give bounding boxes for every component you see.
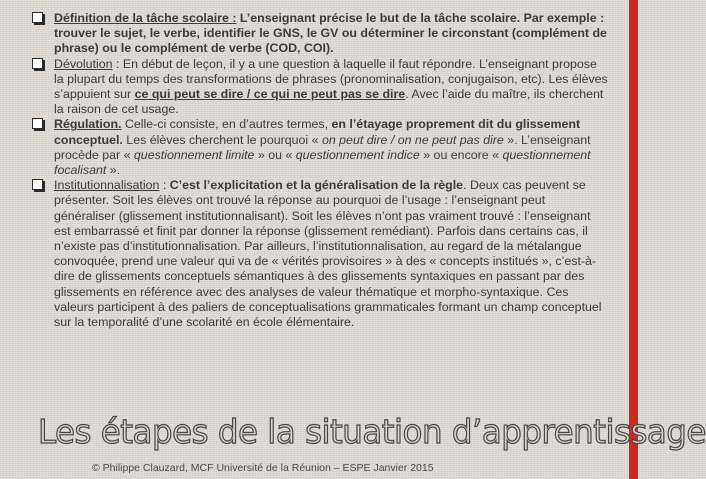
footer-credit: © Philippe Clauzard, MCF Université de la Réunion – ESPE Janvier 2015 (92, 462, 434, 474)
item-part: » ou « (254, 147, 296, 162)
checkbox-bullet-icon (32, 179, 43, 190)
checkbox-bullet-icon (32, 118, 43, 129)
item-part: questionnement indice (295, 147, 420, 162)
item-part: ce qui peut se dire / ce qui ne peut pas se dire (134, 87, 406, 102)
item-part: Institutionnalisation (54, 178, 160, 193)
item-part: . Avec l’aide du maître, ils cherchent la raison de cet usage. (54, 87, 604, 117)
bullet-item-definition (31, 11, 609, 57)
item-part: on peut dire / on ne peut pas dire (321, 132, 504, 147)
item-part: questionnement focalisant (54, 147, 591, 178)
item-part: : En début de leçon, il y a une question à laquelle il faut répondre. L’enseignant propose la plupart du temps des transformations de phrases (pronominalisation, conjugaison, etc). Les élèves s’appuient sur (54, 56, 608, 102)
item-part: : (159, 178, 170, 193)
item-part: C’est l’explicitation et la généralisation de la règle (169, 178, 464, 193)
item-part: Régulation. (54, 117, 122, 132)
bullet-item-regulation (31, 117, 609, 178)
item-part: ». (106, 163, 121, 178)
checkbox-bullet-icon (32, 58, 43, 69)
slide-title: Les étapes de la situation d’apprentissage (38, 413, 706, 451)
item-part: . Deux cas peuvent se présenter. Soit les élèves ont trouvé la réponse au pourquoi de l’usage : l’enseignant peut généraliser (glissement institutionnalisant). Soit les élèves n’ont pas vraiment trouvé : l’enseignant est embarrassé et finit par donner la réponse (glissement remédiant). Parfois dans certains cas, il n’existe pas d’institutionnalisation. Par ailleurs, l’institutionnalisation, au regard de la métalangue convoquée, prend une valeur qui va de « vérités provisoires » à des « concepts institués », c’est-à-dire de glissements conceptuels sémantiques à des glissements syntaxiques en passant par des glissements en référence avec des analyses de valeur thématique et morpho-syntaxique. Ces valeurs participent à des paliers de conceptualisations grammaticales formant un champ conceptuel sur la temporalité d’une scolarité en école élémentaire. (54, 178, 602, 330)
item-part: ». L’enseignant procède par « (54, 132, 591, 162)
item-part: Définition de la tâche scolaire : (54, 11, 237, 25)
item-part: L’enseignant précise le but de la tâche scolaire. Par exemple : trouver le sujet, le verbe, identifier le GNS, le GV ou déterminer le circonstant (complément de phrase) ou le complément de verbe (COD, COI). (54, 11, 607, 56)
accent-bar (629, 0, 638, 479)
item-part: » ou encore « (419, 147, 503, 162)
bullet-item-devolution (31, 57, 609, 118)
item-part: Les élèves cherchent le pourquoi « (122, 132, 322, 147)
bullet-item-institutionnalisation (31, 178, 609, 330)
checkbox-bullet-icon (32, 12, 43, 23)
slide-body (31, 11, 609, 330)
item-part: questionnement limite (133, 147, 255, 162)
item-part: Celle-ci consiste, en d’autres termes, (121, 117, 332, 132)
item-part: en l’étayage proprement dit du glissement conceptuel. (54, 117, 581, 147)
item-part: Dévolution (54, 56, 113, 71)
